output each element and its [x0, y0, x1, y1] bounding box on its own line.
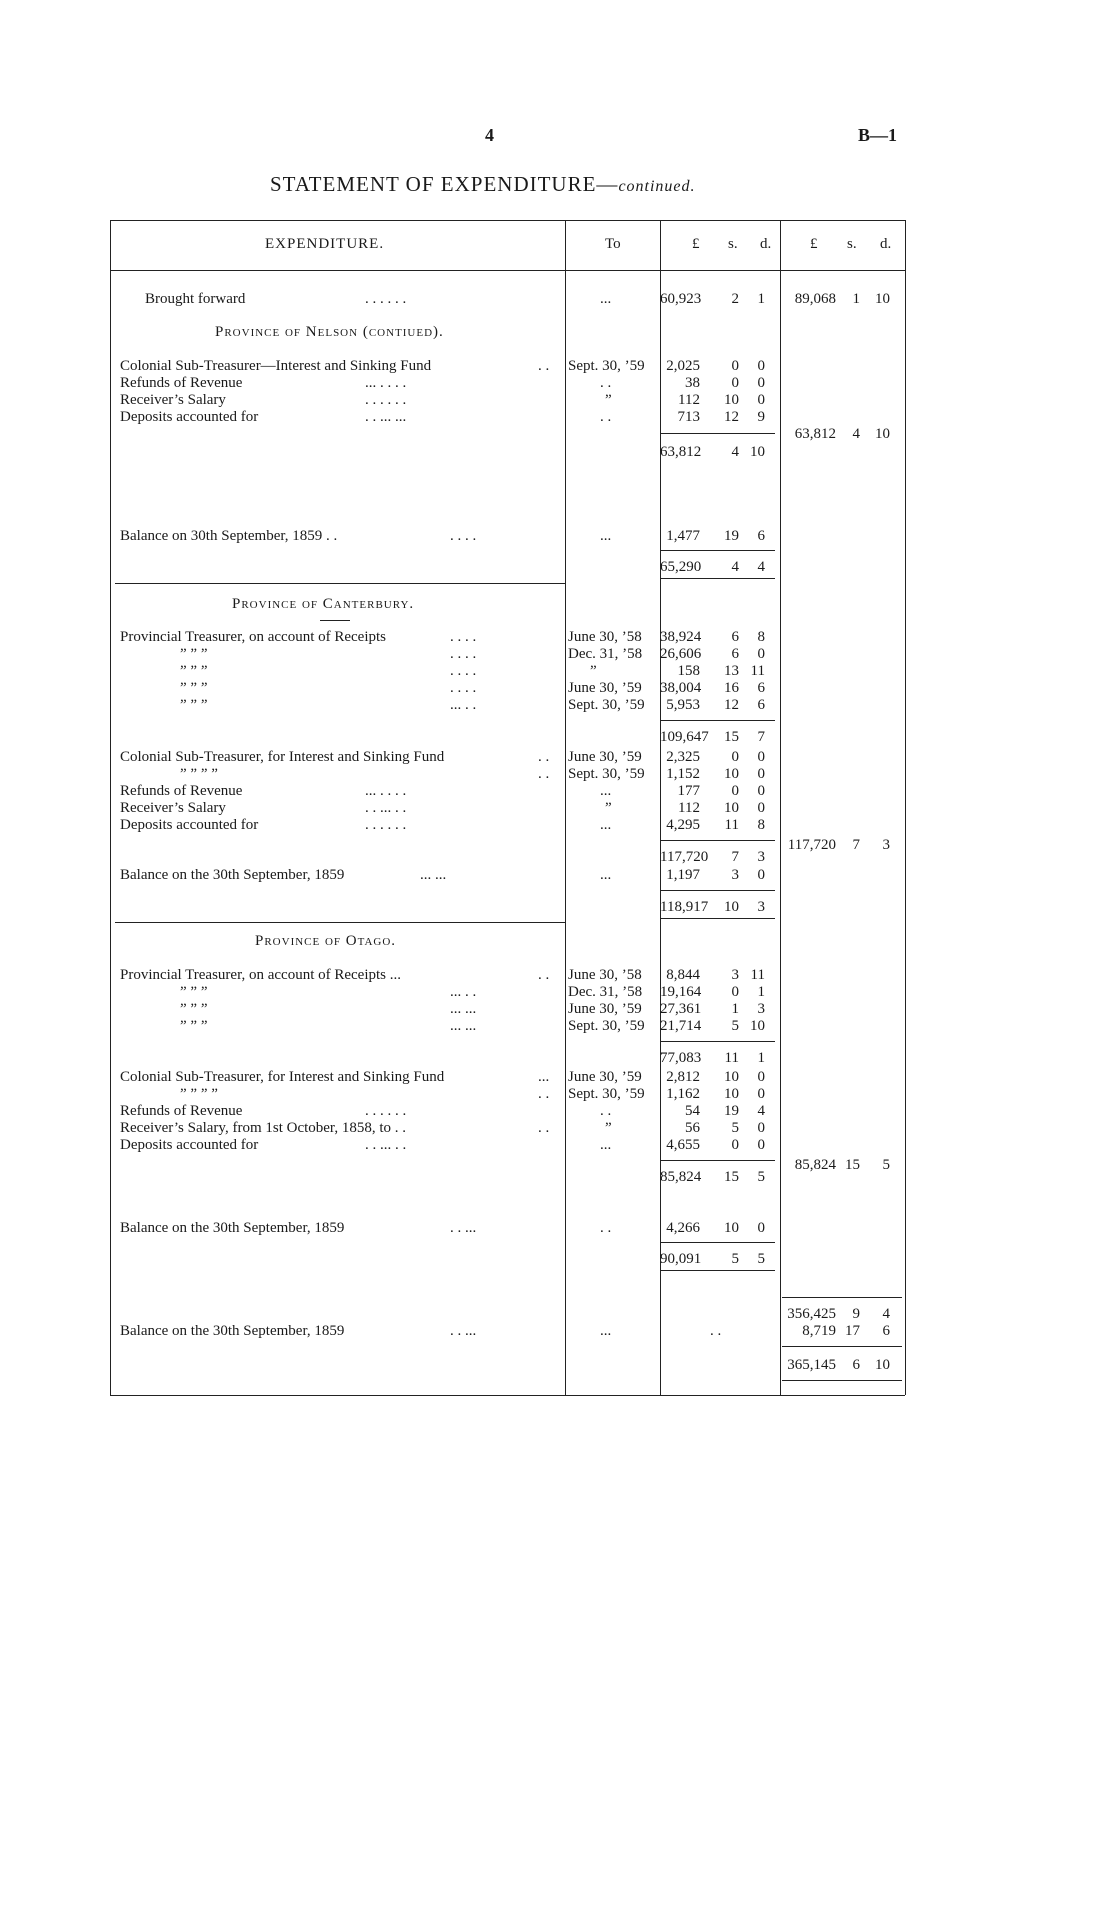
amount-pounds: 77,083 [660, 1050, 702, 1066]
amount-shillings: 10 [724, 766, 739, 782]
header-shillings-inner: s. [728, 236, 738, 252]
amount-pence: 8 [757, 817, 765, 833]
header-expenditure: EXPENDITURE. [265, 236, 385, 252]
row-label: ” ” ” [180, 984, 208, 1000]
row-dots: ... . . [450, 697, 477, 713]
amount-pounds: 5,953 [666, 697, 700, 713]
row-label: Provincial Treasurer, on account of Receipts ... [120, 967, 402, 983]
row-label: ” ” ” [180, 663, 208, 679]
row-dots: . . ... . . [365, 1137, 407, 1153]
header-shillings-outer: s. [847, 236, 857, 252]
amount-shillings: 17 [845, 1323, 860, 1339]
row-label: Receiver’s Salary [120, 800, 226, 816]
amount-pounds: 38,924 [660, 629, 702, 645]
amount-pence: 0 [757, 800, 765, 816]
nelson-heading: Province of Nelson (contiued). [215, 324, 444, 340]
amount-pence: 6 [757, 528, 765, 544]
amount-pounds: 117,720 [660, 849, 709, 865]
amount-shillings: 6 [731, 629, 739, 645]
row-dots: ... . . . . [365, 375, 407, 391]
amount-pence: 0 [757, 646, 765, 662]
row-dots: . . [538, 1086, 550, 1102]
row-to: Dec. 31, ’58 [568, 646, 643, 662]
brought-forward-dots: . . . . . . [365, 291, 407, 307]
row-label: ” ” ” [180, 697, 208, 713]
amount-pounds: 38 [685, 375, 700, 391]
row-dots: . . ... [450, 1220, 477, 1236]
table-top-border [110, 220, 905, 221]
row-label: Balance on the 30th September, 1859 [120, 1220, 345, 1236]
amount-pounds: 112 [678, 392, 700, 408]
amount-pence: 4 [757, 559, 765, 575]
amount-shillings: 10 [724, 1069, 739, 1085]
row-to: . . [600, 409, 612, 425]
amount-pounds: 63,812 [794, 426, 836, 442]
sum-rule [660, 890, 775, 891]
amount-shillings: 0 [731, 358, 739, 374]
brought-forward-label: Brought forward [145, 291, 246, 307]
amount-shillings: 7 [852, 837, 860, 853]
amount-pounds: 85,824 [794, 1157, 836, 1173]
amount-pounds: 2,812 [666, 1069, 700, 1085]
amount-pence: 3 [757, 899, 765, 915]
amount-pence: 10 [750, 1018, 765, 1034]
amount-pence: 0 [757, 375, 765, 391]
row-to: June 30, ’58 [568, 629, 642, 645]
amount-pence: 6 [882, 1323, 890, 1339]
amount-pence: 6 [757, 697, 765, 713]
amount-shillings: 15 [724, 1169, 739, 1185]
amount-pence: 7 [757, 729, 765, 745]
amount-shillings: 10 [724, 899, 739, 915]
amount-shillings: 3 [731, 967, 739, 983]
row-dots: . . [538, 967, 550, 983]
amount-shillings: 5 [731, 1251, 739, 1267]
amount-shillings: 0 [731, 375, 739, 391]
table-bottom-border [110, 1395, 905, 1396]
amount-shillings: 0 [731, 749, 739, 765]
brought-forward-outer-shillings: 1 [852, 291, 860, 307]
amount-shillings: 12 [724, 697, 739, 713]
header-pounds-outer: £ [810, 236, 818, 252]
section-divider-canterbury [115, 583, 565, 584]
row-dots: ... ... [420, 867, 447, 883]
amount-shillings: 4 [731, 559, 739, 575]
heading-rule [320, 620, 350, 621]
amount-pounds: 2,325 [666, 749, 700, 765]
amount-pounds: 4,295 [666, 817, 700, 833]
amount-pounds: 63,812 [660, 444, 702, 460]
row-dots: . . [538, 749, 550, 765]
amount-shillings: 5 [731, 1120, 739, 1136]
amount-pounds: 54 [685, 1103, 700, 1119]
amount-pounds: 27,361 [660, 1001, 702, 1017]
sum-rule [660, 550, 775, 551]
amount-pounds: 90,091 [660, 1251, 702, 1267]
row-label: Receiver’s Salary, from 1st October, 1858, to . . [120, 1120, 406, 1136]
row-to: ” [605, 1120, 612, 1136]
amount-pence: 10 [875, 426, 890, 442]
amount-shillings: 4 [731, 444, 739, 460]
row-to: . . [600, 1103, 612, 1119]
total-rule [660, 918, 775, 919]
amount-pence: 3 [882, 837, 890, 853]
row-label: Refunds of Revenue [120, 1103, 243, 1119]
amount-pence: 0 [757, 1069, 765, 1085]
sum-rule [660, 433, 775, 434]
brought-forward-outer-pounds: 89,068 [794, 291, 836, 307]
brought-forward-inner-pence: 1 [757, 291, 765, 307]
sum-rule [660, 1160, 775, 1161]
page-title [270, 172, 696, 197]
brought-forward-outer-pence: 10 [875, 291, 890, 307]
amount-pounds: 158 [677, 663, 700, 679]
amount-pounds: 177 [677, 783, 700, 799]
sum-rule [660, 1041, 775, 1042]
row-dots: . . ... [450, 1323, 477, 1339]
amount-shillings: 9 [852, 1306, 860, 1322]
row-to: ... [600, 528, 612, 544]
row-label: ” ” ” [180, 680, 208, 696]
row-to: ” [605, 392, 612, 408]
amount-shillings: 10 [724, 1220, 739, 1236]
amount-pounds: 713 [677, 409, 700, 425]
row-to: June 30, ’58 [568, 967, 642, 983]
amount-pounds: 117,720 [787, 837, 836, 853]
amount-pence: 4 [882, 1306, 890, 1322]
page-number: 4 [485, 125, 494, 145]
row-to: June 30, ’59 [568, 680, 642, 696]
row-label: Refunds of Revenue [120, 375, 243, 391]
section-divider-otago [115, 922, 565, 923]
row-inner-dots: . . [710, 1323, 722, 1339]
amount-shillings: 10 [724, 392, 739, 408]
row-to: Sept. 30, ’59 [568, 697, 645, 713]
amount-pence: 1 [757, 984, 765, 1000]
amount-pence: 0 [757, 392, 765, 408]
sum-rule [660, 720, 775, 721]
row-dots: ... [538, 1069, 550, 1085]
amount-pence: 0 [757, 867, 765, 883]
amount-pence: 4 [757, 1103, 765, 1119]
table-left-border [110, 220, 111, 1395]
amount-shillings: 10 [724, 800, 739, 816]
amount-shillings: 15 [724, 729, 739, 745]
amount-pounds: 8,844 [666, 967, 700, 983]
row-label: Deposits accounted for [120, 1137, 259, 1153]
row-label: Refunds of Revenue [120, 783, 243, 799]
amount-pence: 10 [750, 444, 765, 460]
row-dots: . . . . [450, 528, 477, 544]
row-to: Sept. 30, ’59 [568, 358, 645, 374]
amount-shillings: 6 [852, 1357, 860, 1373]
brought-forward-inner-shillings: 2 [731, 291, 739, 307]
amount-shillings: 10 [724, 1086, 739, 1102]
amount-shillings: 15 [845, 1157, 860, 1173]
row-dots: . . . . [450, 646, 477, 662]
row-label: ” ” ” ” [180, 766, 218, 782]
amount-pence: 0 [757, 1120, 765, 1136]
column-divider-outer [780, 220, 781, 1395]
amount-pounds: 1,197 [666, 867, 700, 883]
row-to: Dec. 31, ’58 [568, 984, 643, 1000]
row-label: ” ” ” [180, 646, 208, 662]
row-dots: ... . . [450, 984, 477, 1000]
row-label: Colonial Sub-Treasurer, for Interest and Sinking Fund [120, 749, 445, 765]
total-rule [782, 1380, 902, 1381]
amount-pence: 10 [875, 1357, 890, 1373]
amount-shillings: 19 [724, 1103, 739, 1119]
amount-pounds: 21,714 [660, 1018, 702, 1034]
amount-pence: 0 [757, 749, 765, 765]
row-dots: . . [538, 1120, 550, 1136]
amount-pounds: 65,290 [660, 559, 702, 575]
row-dots: ... ... [450, 1018, 477, 1034]
title-suffix: continued. [618, 178, 696, 195]
header-pounds-inner: £ [692, 236, 700, 252]
row-dots: . . [538, 766, 550, 782]
row-to: ” [590, 663, 597, 679]
row-label: Receiver’s Salary [120, 392, 226, 408]
total-rule [660, 578, 775, 579]
brought-forward-to: ... [600, 291, 612, 307]
amount-pounds: 8,719 [802, 1323, 836, 1339]
amount-pence: 8 [757, 629, 765, 645]
header-to: To [605, 236, 621, 252]
amount-pounds: 4,266 [666, 1220, 700, 1236]
amount-shillings: 0 [731, 984, 739, 1000]
amount-shillings: 0 [731, 783, 739, 799]
table-right-border [905, 220, 906, 1395]
amount-pounds: 109,647 [660, 729, 709, 745]
row-dots: ... ... [450, 1001, 477, 1017]
amount-shillings: 19 [724, 528, 739, 544]
amount-pence: 3 [757, 1001, 765, 1017]
row-label: Balance on 30th September, 1859 . . [120, 528, 338, 544]
amount-pence: 0 [757, 1086, 765, 1102]
row-to: ... [600, 1323, 612, 1339]
row-dots: . . . . [450, 680, 477, 696]
amount-pence: 3 [757, 849, 765, 865]
row-to: ... [600, 783, 612, 799]
row-to: ... [600, 817, 612, 833]
amount-shillings: 12 [724, 409, 739, 425]
brought-forward-inner-pounds: 60,923 [660, 291, 702, 307]
row-to: ... [600, 1137, 612, 1153]
amount-pence: 0 [757, 1220, 765, 1236]
row-label: Colonial Sub-Treasurer—Interest and Sinking Fund [120, 358, 432, 374]
amount-pence: 9 [757, 409, 765, 425]
amount-shillings: 0 [731, 1137, 739, 1153]
row-label: Balance on the 30th September, 1859 [120, 1323, 345, 1339]
amount-shillings: 13 [724, 663, 739, 679]
row-to: . . [600, 1220, 612, 1236]
amount-pence: 11 [750, 663, 765, 679]
row-dots: . . . . . . [365, 392, 407, 408]
amount-pounds: 1,162 [666, 1086, 700, 1102]
row-label: ” ” ” [180, 1001, 208, 1017]
amount-pence: 0 [757, 1137, 765, 1153]
row-label: Provincial Treasurer, on account of Receipts [120, 629, 387, 645]
row-label: Deposits accounted for [120, 409, 259, 425]
amount-shillings: 11 [724, 1050, 739, 1066]
amount-pounds: 112 [678, 800, 700, 816]
row-dots: . . . . . . [365, 817, 407, 833]
row-to: ... [600, 867, 612, 883]
sum-rule [782, 1346, 902, 1347]
row-to: Sept. 30, ’59 [568, 1018, 645, 1034]
amount-shillings: 16 [724, 680, 739, 696]
amount-pounds: 2,025 [666, 358, 700, 374]
amount-pounds: 1,477 [666, 528, 700, 544]
amount-pounds: 118,917 [660, 899, 709, 915]
row-dots: . . ... ... [365, 409, 407, 425]
row-label: Deposits accounted for [120, 817, 259, 833]
row-dots: . . . . . . [365, 1103, 407, 1119]
amount-pence: 6 [757, 680, 765, 696]
amount-pounds: 56 [685, 1120, 700, 1136]
title-main: STATEMENT OF EXPENDITURE— [270, 172, 619, 196]
otago-heading: Province of Otago. [255, 933, 397, 949]
amount-shillings: 4 [852, 426, 860, 442]
amount-pence: 5 [882, 1157, 890, 1173]
sum-rule [782, 1297, 902, 1298]
amount-pounds: 1,152 [666, 766, 700, 782]
amount-shillings: 6 [731, 646, 739, 662]
amount-shillings: 11 [724, 817, 739, 833]
row-label: Colonial Sub-Treasurer, for Interest and Sinking Fund [120, 1069, 445, 1085]
canterbury-heading: Province of Canterbury. [232, 596, 415, 612]
row-dots: . . [538, 358, 550, 374]
document-reference: B—1 [858, 125, 898, 145]
amount-pounds: 26,606 [660, 646, 702, 662]
amount-shillings: 1 [731, 1001, 739, 1017]
amount-pence: 5 [757, 1251, 765, 1267]
column-divider-to [565, 220, 566, 1395]
amount-pence: 11 [750, 967, 765, 983]
amount-pence: 0 [757, 783, 765, 799]
amount-shillings: 3 [731, 867, 739, 883]
row-to: June 30, ’59 [568, 1069, 642, 1085]
amount-pounds: 356,425 [787, 1306, 836, 1322]
amount-pounds: 85,824 [660, 1169, 702, 1185]
row-to: June 30, ’59 [568, 1001, 642, 1017]
amount-pence: 0 [757, 766, 765, 782]
row-dots: . . ... . . [365, 800, 407, 816]
row-label: ” ” ” [180, 1018, 208, 1034]
sum-rule [660, 840, 775, 841]
amount-pence: 5 [757, 1169, 765, 1185]
header-pence-outer: d. [880, 236, 892, 252]
amount-shillings: 5 [731, 1018, 739, 1034]
row-to: ” [605, 800, 612, 816]
amount-pounds: 38,004 [660, 680, 702, 696]
row-dots: . . . . [450, 629, 477, 645]
row-to: Sept. 30, ’59 [568, 766, 645, 782]
row-dots: ... . . . . [365, 783, 407, 799]
row-to: Sept. 30, ’59 [568, 1086, 645, 1102]
row-label: Balance on the 30th September, 1859 [120, 867, 345, 883]
header-bottom-border [110, 270, 905, 271]
amount-pence: 0 [757, 358, 765, 374]
total-rule [660, 1270, 775, 1271]
amount-pounds: 365,145 [787, 1357, 836, 1373]
sum-rule [660, 1242, 775, 1243]
amount-shillings: 7 [731, 849, 739, 865]
amount-pence: 1 [757, 1050, 765, 1066]
row-label: ” ” ” ” [180, 1086, 218, 1102]
row-to: June 30, ’59 [568, 749, 642, 765]
row-dots: . . . . [450, 663, 477, 679]
row-to: . . [600, 375, 612, 391]
amount-pounds: 4,655 [666, 1137, 700, 1153]
header-pence-inner: d. [760, 236, 772, 252]
amount-pounds: 19,164 [660, 984, 702, 1000]
